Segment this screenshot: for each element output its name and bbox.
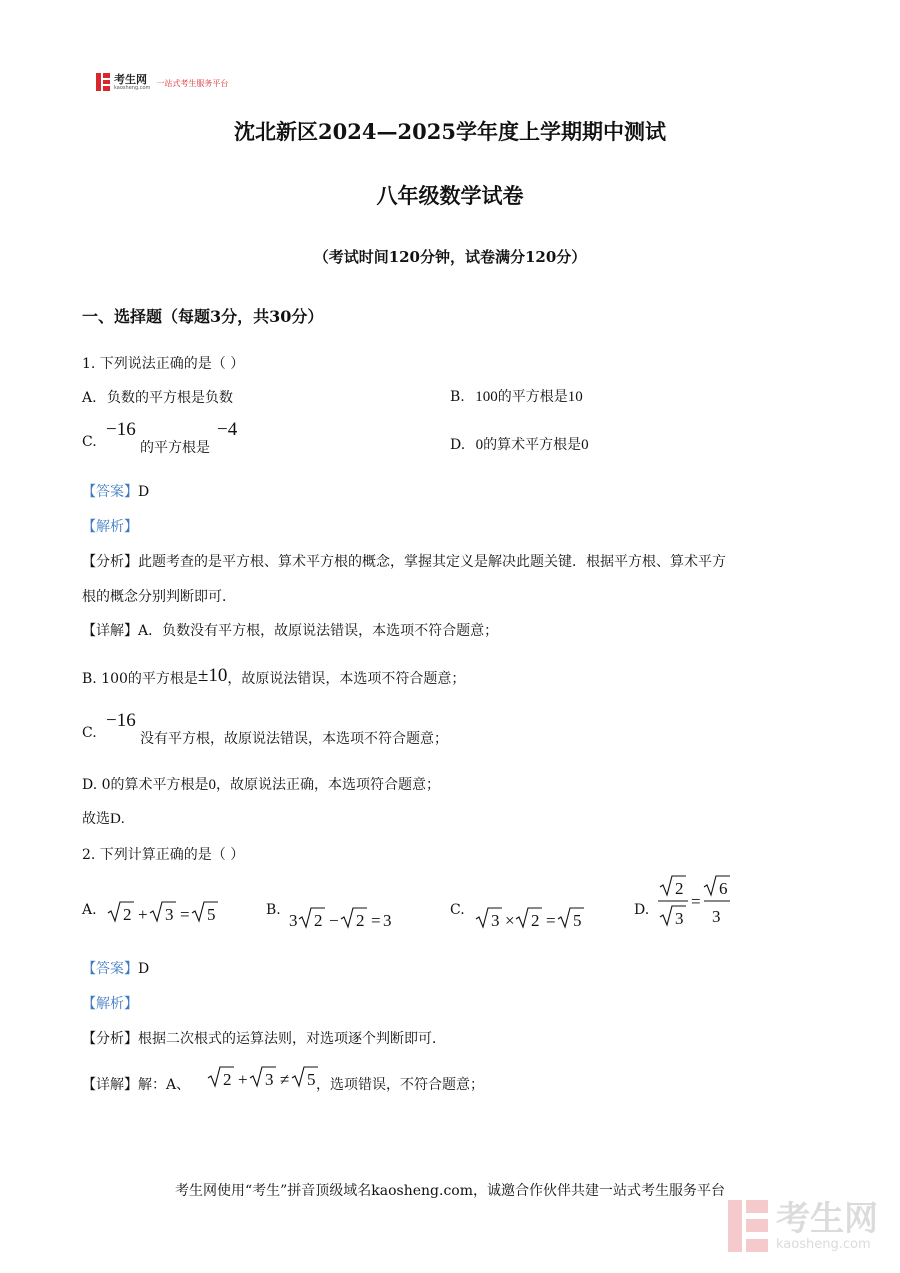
q1-option-c-label: C. [82,434,97,450]
svg-text:2: 2 [314,911,323,930]
q1-conclusion-pre: 故选 [82,811,110,827]
q1-analysis-tag: 【解析】 [82,519,138,535]
q1-xiangjie-b-val: ±10 [197,665,228,686]
q2-xiangjie-pre-text: 解：A、 [138,1077,191,1093]
q2-option-b-formula [289,903,399,933]
svg-text:3: 3 [265,1070,274,1089]
q2-xiangjie-formula [206,1061,316,1091]
page-footer: 考生网使用“考生”拼音顶级域名kaosheng.com，诚邀合作伙伴共建一站式考生服务平台 [174,1183,726,1199]
q1-xiangjie-b-post: ，故原说法错误，本选项不符合题意； [227,671,466,687]
q2-option-a-label: A. [82,902,97,918]
svg-text:3: 3 [289,911,298,930]
svg-text:2: 2 [356,911,365,930]
q1-answer-tag: 【答案】 [82,484,138,500]
q2-fenxi-text: 根据二次根式的运算法则，对选项逐个判断即可． [138,1031,446,1047]
q1-xiangjie-b [82,667,465,689]
q2-answer-tag: 【答案】 [82,961,138,977]
q1-xiangjie-c-post: 没有平方根，故原说法错误，本选项不符合题意； [140,731,448,747]
q1-option-b [450,386,583,406]
q1-xiangjie-a [82,620,498,640]
q1-option-d-val: 0 [581,437,589,453]
svg-text:=: = [371,911,381,930]
watermark-name: 考生网 [776,1199,878,1239]
q1-stem: 1. 下列说法正确的是（ ） [82,356,245,372]
header-logo [96,71,228,93]
q2-fenxi [82,1028,446,1048]
q2-stem: 2. 下列计算正确的是（ ） [82,847,245,863]
q1-option-b-val: 10 [567,389,583,405]
q2-xiangjie-pre [82,1074,190,1094]
logo-domain: kaosheng.com [114,84,151,91]
svg-text:5: 5 [207,905,216,924]
section-heading: 一、选择题（每题3分，共30分） [82,307,324,326]
q1-conclusion [82,808,125,828]
svg-text:3: 3 [712,907,721,926]
q1-xiangjie-c-pre: C. [82,725,97,741]
q1-xiangjie-d-pre: D. 0的算术平方根是 [82,777,209,793]
svg-text:3: 3 [165,905,174,924]
q1-xiangjie-a-text: A．负数没有平方根，故原说法错误，本选项不符合题意； [138,623,499,639]
logo-icon [96,73,110,91]
q1-fenxi-line2: 根的概念分别判断即可． [82,589,236,605]
svg-text:5: 5 [573,911,582,930]
q2-option-c-label: C. [450,902,465,918]
q1-option-d-text: 的算术平方根是 [483,437,582,453]
q2-analysis-tag: 【解析】 [82,996,138,1012]
watermark-icon [728,1200,768,1252]
q1-fenxi-text1: 此题考查的是平方根、算术平方根的概念，掌握其定义是解决此题关键．根据平方根、算术平方 [138,554,726,570]
q1-option-b-label: B. [450,389,465,405]
q1-option-c-num: −16 [106,419,136,440]
svg-text:3: 3 [383,911,392,930]
svg-text:×: × [505,911,515,930]
q1-option-d-num: 0 [475,437,484,453]
watermark-logo [728,1200,878,1252]
q1-xiangjie-tag: 【详解】 [82,623,138,639]
svg-text:2: 2 [223,1070,232,1089]
svg-text:≠: ≠ [280,1070,290,1089]
q1-xiangjie-d-post: ，故原说法正确，本选项符合题意； [216,777,441,793]
svg-text:=: = [180,905,190,924]
q1-option-c-val: −4 [217,419,238,440]
svg-text:5: 5 [307,1070,316,1089]
q2-option-a-formula [106,896,216,926]
q2-answer [82,958,149,978]
svg-text:=: = [691,892,701,911]
svg-text:3: 3 [491,911,500,930]
q2-option-d-formula [658,874,738,930]
q2-fenxi-tag: 【分析】 [82,1031,138,1047]
q1-xiangjie-b-pre: B. 100的平方根是 [82,671,198,687]
q1-option-a [82,387,233,407]
page-subtitle: 八年级数学试卷 [376,183,524,208]
q1-option-d [450,434,589,454]
svg-text:−: − [329,911,339,930]
q1-answer-value: D [138,484,150,500]
q1-xiangjie-d-val: 0 [208,777,217,793]
q1-conclusion-val: D. [110,811,125,827]
q2-xiangjie-tag: 【详解】 [82,1077,138,1093]
svg-text:2: 2 [531,911,540,930]
svg-text:3: 3 [675,909,684,928]
q1-option-a-text: 负数的平方根是负数 [107,390,234,406]
svg-text:+: + [138,905,148,924]
q1-option-d-label: D. [450,437,466,453]
q2-option-d-label: D. [634,902,650,918]
watermark-domain: kaosheng.com [776,1237,871,1252]
q1-option-a-label: A. [82,390,97,406]
q1-option-c-text: 的平方根是 [140,440,210,456]
page-title: 沈北新区2024—2025学年度上学期期中测试 [234,119,666,144]
q1-fenxi-line1 [82,551,726,571]
logo-name: 考生网 [114,72,147,86]
q2-answer-value: D [138,961,150,977]
q1-option-b-text: 的平方根是 [497,389,568,405]
svg-text:2: 2 [675,879,684,898]
svg-text:6: 6 [719,879,728,898]
q1-xiangjie-d [82,774,440,794]
q1-option-b-num: 100 [475,389,498,405]
q2-xiangjie-post: ，选项错误，不符合题意； [316,1077,484,1093]
svg-text:2: 2 [123,905,132,924]
svg-text:=: = [546,911,556,930]
q2-option-c-formula [474,902,584,932]
q1-answer [82,481,149,501]
q1-xiangjie-c-num: −16 [106,710,136,731]
exam-note: （考试时间120分钟，试卷满分120分） [313,248,587,266]
logo-slogan: 一站式考生服务平台 [156,78,229,88]
q2-option-b-label: B. [266,902,281,918]
q1-fenxi-tag: 【分析】 [82,554,138,570]
svg-text:+: + [238,1070,248,1089]
